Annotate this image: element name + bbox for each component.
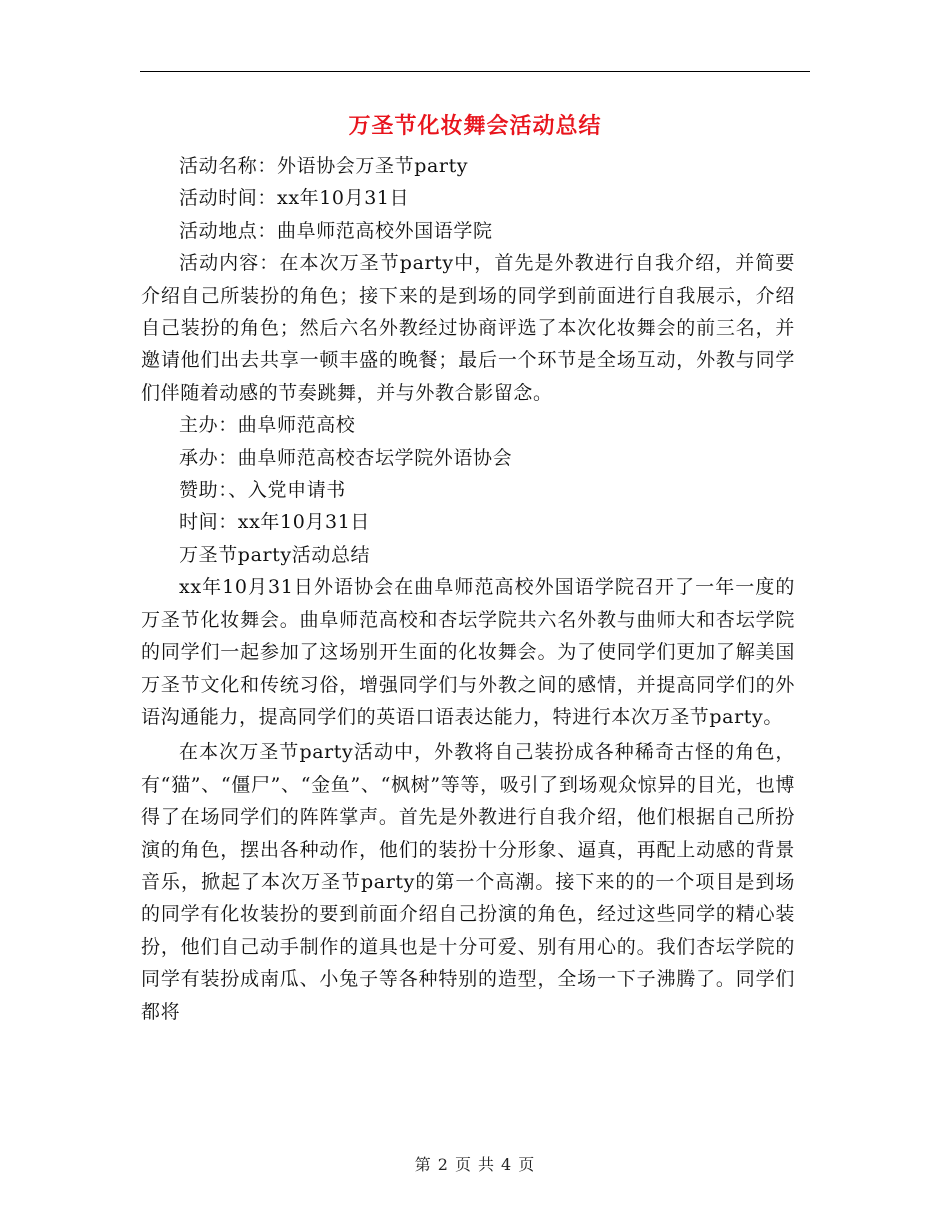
document-body (141, 150, 795, 1028)
summary-paragraph-details: 在本次万圣节party活动中，外教将自己装扮成各种稀奇古怪的角色，有“猫”、“僵尸”、“金鱼”、“枫树”等等，吸引了到场观众惊异的目光，也博得了在场同学们的阵阵掌声。首先是外教进行自我介绍，他们根据自己所扮演的角色，摆出各种动作，他们的装扮十分形象、逼真，再配上动感的背景音乐，掀起了本次万圣节party的第一个高潮。接下来的的一个项目是到场的同学有化妆装扮的要到前面介绍自己扮演的角色，经过这些同学的精心装扮，他们自己动手制作的道具也是十分可爱、别有用心的。我们杏坛学院的同学有装扮成南瓜、小兔子等各种特别的造型，全场一下子沸腾了。同学们都将 (141, 741, 795, 1023)
footer-page-total: 4 (501, 1155, 513, 1174)
activity-content-paragraph: 活动内容：在本次万圣节party中，首先是外教进行自我介绍，并简要介绍自己所装扮的角色；接下来的是到场的同学到前面进行自我展示，介绍自己装扮的角色；然后六名外教经过协商评选了本次化妆舞会的前三名，并邀请他们出去共享一顿丰盛的晚餐；最后一个环节是全场互动，外教与同学们伴随着动感的节奏跳舞，并与外教合影留念。 (141, 252, 795, 404)
activity-time-line: 活动时间：xx年10月31日 (179, 187, 410, 210)
co-organizer-line: 承办：曲阜师范高校杏坛学院外语协会 (179, 446, 513, 469)
summary-heading: 万圣节party活动总结 (179, 543, 371, 566)
footer-page-current: 2 (437, 1155, 449, 1174)
document-title: 万圣节化妆舞会活动总结 (348, 113, 602, 139)
footer-label-page: 第 (414, 1155, 432, 1174)
activity-name-line: 活动名称：外语协会万圣节party (179, 155, 469, 177)
summary-paragraph-intro: xx年10月31日外语协会在曲阜师范高校外国语学院召开了一年一度的万圣节化妆舞会。曲阜师范高校和杏坛学院共六名外教与曲师大和杏坛学院的同学们一起参加了这场别开生面的化妆舞会。为了使同学们更加了解美国万圣节文化和传统习俗，增强同学们与外教之间的感情，并提高同学们的外语沟通能力，提高同学们的英语口语表达能力，特进行本次万圣节party。 (141, 576, 795, 728)
footer-label-unit2: 页 (518, 1155, 536, 1174)
organizer-line: 主办：曲阜师范高校 (179, 414, 356, 437)
sponsor-line: 赞助：、入党申请书 (179, 479, 346, 502)
footer-label-total: 共 (478, 1155, 496, 1174)
header-rule (140, 71, 810, 72)
footer-label-unit: 页 (454, 1155, 472, 1174)
page-footer (0, 1152, 950, 1175)
activity-location-line: 活动地点：曲阜师范高校外国语学院 (179, 219, 493, 242)
date-line: 时间：xx年10月31日 (179, 511, 370, 534)
